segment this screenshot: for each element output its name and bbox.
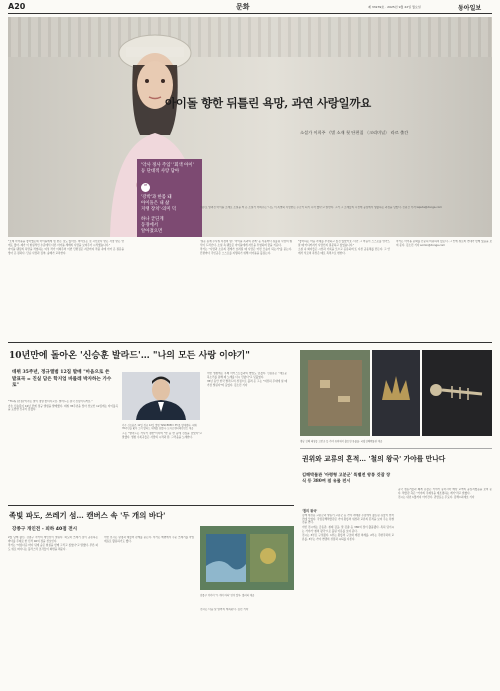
- fourth-body-col-3: 전시는 다음 달 말까지 계속된다. 김민 기자: [200, 608, 249, 611]
- page-number: A20: [8, 2, 26, 11]
- fourth-body-col-1: 2월 남해 출신, 강종구 작가의 개인전이 열린다. 파도와 쓰레기 섬이 공존하는 바다를 주제로 한 신작 40여 점을 선보인다. 작가는 "아름다운 바다 뒤에 숨은 현실을 함께 그리고 싶었다"고 말했다. 푸른 파도 위로 떠다니는 플라스틱 조각들이 화면을 채운다.: [8, 536, 98, 551]
- quote-box: [137, 159, 202, 237]
- quote-open-icon: “: [141, 183, 150, 192]
- second-headline: 10년만에 돌아온 '신승훈 발라드'… "나의 모든 사랑 이야기": [9, 351, 250, 361]
- painting-photo-caption: 강종구 작가의 '두 개의 바다' 연작 일부. 갤러리 제공: [200, 594, 255, 597]
- quote-line-4: 하나 굳딘게: [141, 217, 164, 222]
- singer-photo: [122, 372, 200, 420]
- lead-body-col-1: "오래 아이돌을 좋아했는데 아이돌에게 힘 받은 것도 많아요. 바라보는 것 시선보다 받는 사랑 받는 연애도 많아. 제가 이 현실적인 수준에서 다른 아이돌 세계의 사랑을 보여주기 시작했습니다." 아이돌 팬덤의 욕망을 작업하는 여성 작가 이희주의 이번 단편집은 지금까지 작품 속에 이어 온 질문을 쌓아 온 결과다. 단순 사랑과 집착, 숭배가 교차한다.: [8, 240, 124, 255]
- third-body-col-1: 김해 대성동 고분군과 양동리 고분군 등 가야 지배층 무덤에서 출토된 유물이 한자리에 모였다. 국립김해박물관은 가야 왕릉의 위상과 교류의 흔적을 보여 주는 특별전을 연다. 이번 전시에는 금동관, 철제 갑옷, 말 갖춤 등 380여 점이 출품됐다. 특히 덩이쇠는 가야가 '철의 왕국'으로 불린 이유를 보여 준다. 전시는 3부로 구성됐다. 1부는 왕릉의 구조와 매장 의례를, 2부는 주변국과의 교류를, 3부는 가야 연맹의 성장과 쇠퇴를 다룬다.: [302, 514, 394, 541]
- lead-credit: 소설가 이희주 《별 소재 첫 단편집 〈크리미널〉 라르 출간: [300, 130, 409, 135]
- third-kicker: '철의 왕국': [302, 509, 318, 513]
- second-body-col-2: 그는 "발라드는 가사가 절반"이라며 "한 음 한 음에 진심을 담았다"고 말했다. 앨범 수록곡들은 사랑의 시작과 끝, 그리움을 노래한다.: [122, 432, 202, 439]
- third-subtitle: 김해박물관 '아령형 고분군' 특별전 왕릉 갓잡 장식 등 380여 점 유물 전시: [302, 472, 391, 483]
- issue-info: 제 33239호 · 2025년 9월 22일 월요일: [368, 5, 421, 9]
- section-rule: [8, 505, 294, 506]
- section-title: 문화: [236, 3, 250, 11]
- artifact-photo-site: [300, 350, 370, 436]
- section-rule: [300, 448, 492, 449]
- quote-line-2: 아이돌은 내 삶: [141, 201, 170, 206]
- hero-background-blinds: [8, 17, 492, 57]
- quote-line-6: 알아졌으면: [141, 229, 163, 234]
- artifact-photos: [300, 350, 492, 436]
- lead-photo-caption: 배우로 알려진 아이돌 소재로 소설을 써 온 소설가 이희주는 '나도 이 특별히 사랑받는 누군가 되기 시작 했다'고 말한다. 그가 그 소재들의 시선에 공장에서 생활하는 과정을 담았다. 신원건 기자 laputa@donga.com: [200, 206, 442, 209]
- lead-headline: 아이돌 향한 뒤틀린 욕망, 과연 사랑일까요: [165, 96, 371, 110]
- artifact-photo-caption: 경남 김해 대성동 고분군 등 가야 유적에서 출토된 유물들. 국립김해박물관 제공: [300, 440, 383, 443]
- lead-body-col-2: '설운 봉재 주사위 자경의 밤', '아이돌 흑과의 관계' 등 작품마다 뒤틀린 사랑의 형식이 드러난다. 소설 속 팬들은 아이돌에게 자신을 투영하며 꿈을 키운다. 작가는 "사랑과 소유의 경계가 흐려질 때 사랑은 어떤 모습이 되는가"를 묻는다. 단편마다 주인공은 스스로를 지탱하기 위해 아이돌을 붙잡는다.: [200, 240, 292, 255]
- newspaper-logo: 동아일보: [458, 5, 482, 12]
- fourth-body-col-2: 이번 전시는 환경과 예술의 관계를 묻는다. 작가는 해변에서 주운 쓰레기를 작업 재료로 활용하기도 했다.: [104, 536, 194, 543]
- artifact-photo-skeleton: [422, 350, 492, 436]
- section-rule: [8, 342, 492, 343]
- header-rule: [8, 13, 492, 14]
- artifact-photo-crown: [372, 350, 420, 436]
- third-headline: 권위와 교류의 흔적… '철의 왕국' 가야를 만나다: [302, 455, 446, 463]
- quote-line-5: 동경에서: [141, 223, 158, 228]
- painting-photo: [200, 526, 294, 590]
- fourth-headline: 족빛 파도, 쓰레기 섬… 캔버스 속 '두 개의 바다': [9, 511, 166, 520]
- page-header: [0, 0, 500, 16]
- singer-photo-caption: 가수 신승훈은 12일 정규 12집 앨범 'SINCERELY 35'를 발매했다. 데뷔 35주년을 맞아 그의 발라드 세계를 담았다. 도어즈엔터테인먼트 제공: [122, 424, 197, 431]
- lead-body-col-3: "좋아하는 마음 자체를 부정하고 싶진 않았어요. 다만 그 마음이 스스로를 망가뜨릴 때 어디까지가 사랑인지 질문하고 싶었습니다." 소설 속 화자들은 시선과 기록을 모으고 공유하며 또 다른 공동체를 만든다. 그 안에서 서로의 욕망은 때로 폭력으로 변한다.: [298, 240, 390, 255]
- quote-line-1: '강박'과 한몸 돼: [141, 195, 172, 200]
- quote-line-3: 지탱 장치'·의미 덕: [141, 207, 177, 212]
- hero-photo: [8, 17, 492, 237]
- fourth-subtitle: 강종구 개인전 - 피하 40점 전시: [12, 527, 78, 532]
- lead-body-col-4: 작가는 아이돌 문화를 단순히 비판하지 않는다. 그 안에 위로와 연대가 함께 있음을 보여 준다. 김소민 기자 somin@donga.com: [396, 240, 492, 247]
- second-body-col-3: 이번 앨범에는 후배 아티스트들과의 협업도 담겼다. 신승훈은 "새로운 목소리를 통해 제 노래를 다시 만났다"고 덧붙였다. 35년 동안 한국 발라드의 상징으로 불려 온 그는 "여전히 무대에 설 때 가장 떨린다"며 웃었다. 김소민 기자: [207, 372, 287, 387]
- quote-small: '악사 정사 주입' '회색 아이' 등 단대적 사랑 담아: [141, 163, 194, 174]
- second-subtitle: 데뷔 35주년, 정규앨범 12집 발매 "마음으로 쓴 발표곡 = 진실 담은 학지업 바를레 박자하는 가수로": [12, 370, 112, 388]
- second-body-col-1: "'Truly (진실)'이라는 말이 정말 좋더라고요. 발라드는 결국 진심이니까요." 가수 신승훈이 10년 만에 정규 앨범을 발매했다. 데뷔 35주년을 맞아 선보인 12집에는 타이틀곡을 포함한 신곡이 담겼다.: [8, 400, 118, 412]
- third-body-col-2: 중국 청동거울과 왜계 유물은 가야가 동아시아 해상 교역의 중심지였음을 보여 준다. 박물관 측은 "가야의 국제성을 재조명하는 계기"라고 밝혔다. 전시는 내년 1월까지 이어진다. 관람료는 무료다. 김해=최재호 기자: [398, 488, 492, 500]
